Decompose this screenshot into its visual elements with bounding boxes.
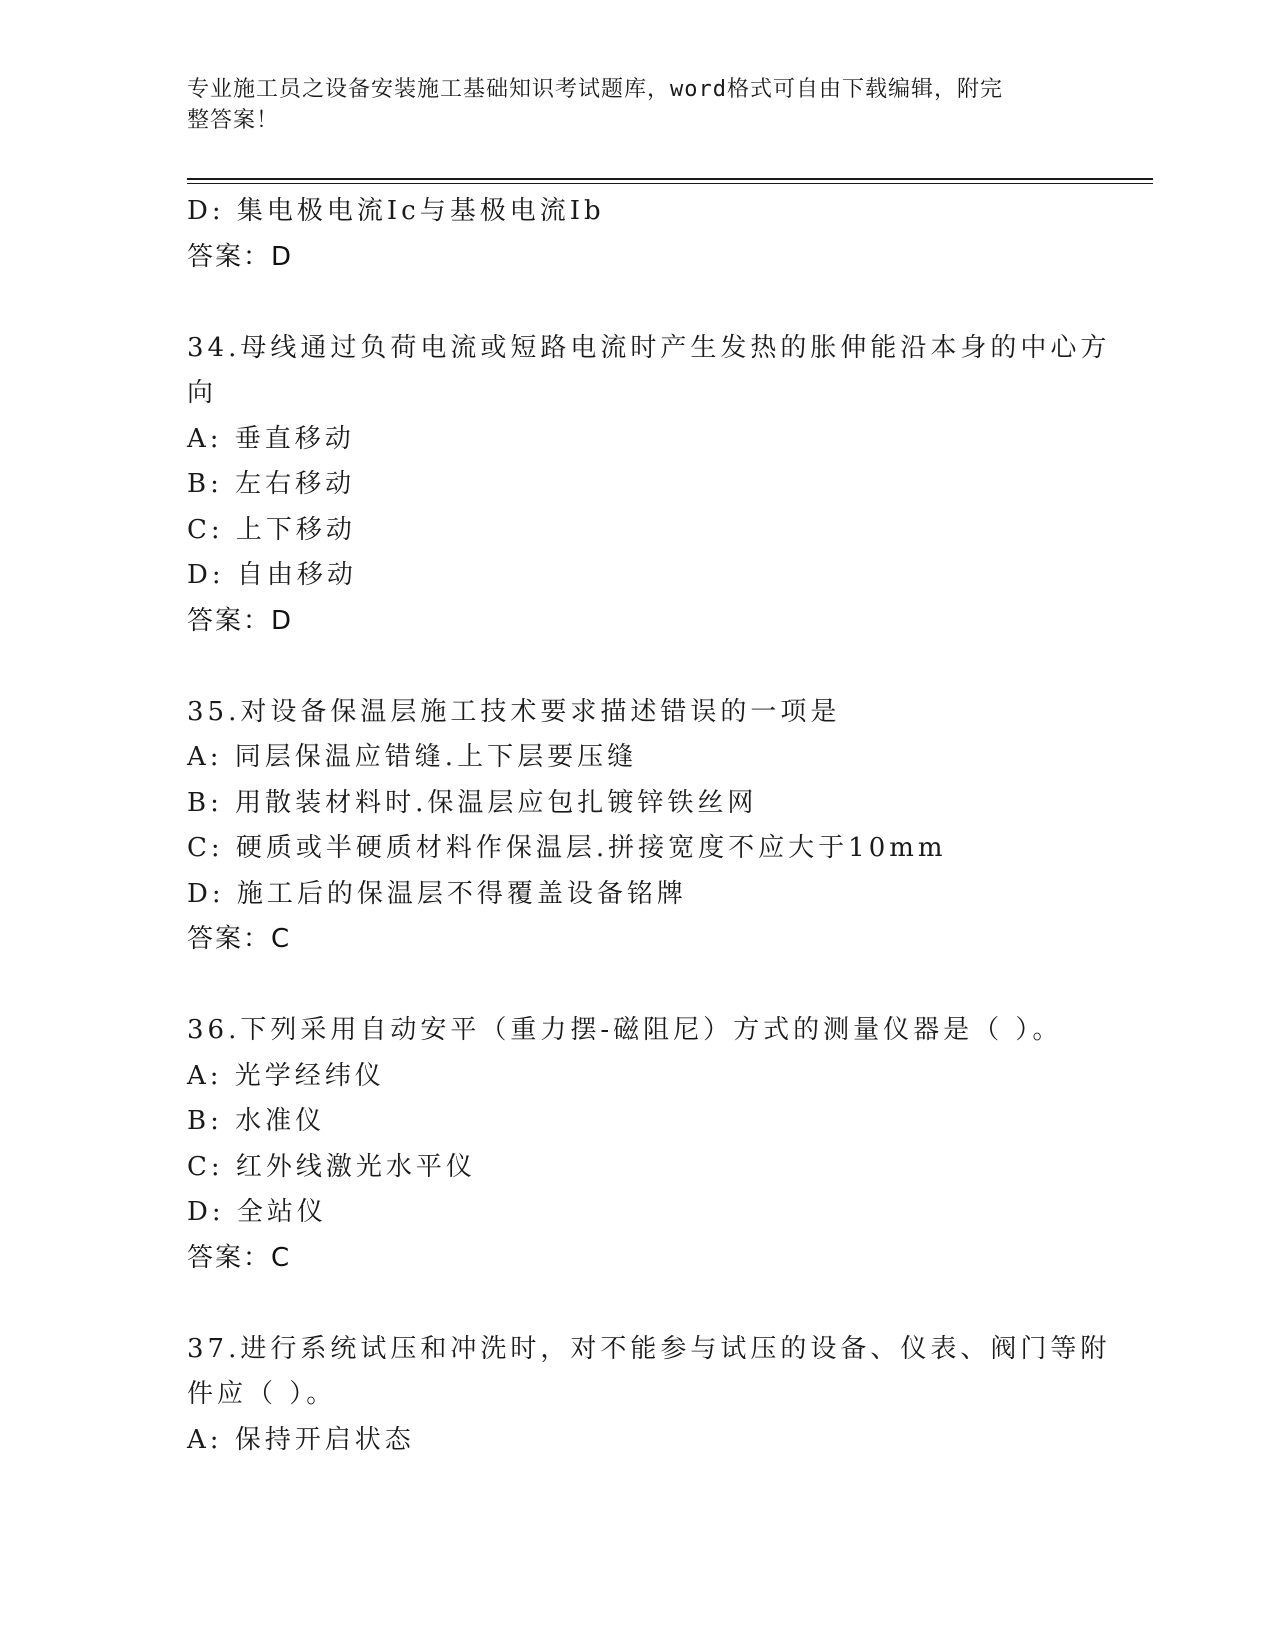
option-d: D: 全站仪 xyxy=(187,1197,327,1227)
option-c: C: 硬质或半硬质材料作保温层.拼接宽度不应大于10mm xyxy=(187,833,947,863)
question-text-line: 34.母线通过负荷电流或短路电流时产生发热的胀伸能沿本身的中心方 xyxy=(187,332,1111,363)
option-a: A: 保持开启状态 xyxy=(187,1424,415,1455)
question-35 xyxy=(187,690,1087,963)
option-d: D: 自由移动 xyxy=(187,560,357,590)
header-divider-thin xyxy=(187,183,1153,184)
document-header xyxy=(187,74,1087,136)
option-a: A: 同层保温应错缝.上下层要压缝 xyxy=(187,742,638,772)
header-line-2: 整答案！ xyxy=(187,108,280,133)
answer-line: 答案：C xyxy=(187,924,292,954)
answer-line: 答案：D xyxy=(187,241,294,272)
answer-line: 答案：C xyxy=(187,1242,292,1273)
spacer xyxy=(187,644,1087,690)
option-c: C: 上下移动 xyxy=(187,514,356,545)
option-b: B: 水准仪 xyxy=(187,1106,326,1136)
question-text-line: 向 xyxy=(187,378,218,408)
option-d: D: 施工后的保温层不得覆盖设备铭牌 xyxy=(187,878,687,909)
answer-line: 答案：D xyxy=(187,605,294,636)
question-text-line: 37.进行系统试压和冲洗时，对不能参与试压的设备、仪表、阀门等附 xyxy=(187,1333,1111,1364)
question-37 xyxy=(187,1327,1111,1464)
spacer xyxy=(187,963,1087,1009)
question-33 xyxy=(187,189,1087,280)
question-34 xyxy=(187,326,1111,645)
option-d: D: 集电极电流Ic与基极电流Ib xyxy=(187,196,605,226)
spacer xyxy=(187,280,1087,326)
header-divider-thick xyxy=(187,178,1153,180)
header-line-1: 专业施工员之设备安装施工基础知识考试题库，word格式可自由下载编辑，附完 xyxy=(187,77,1003,102)
question-text-line: 件应（ ）。 xyxy=(187,1379,337,1409)
option-b: B: 用散装材料时.保温层应包扎镀锌铁丝网 xyxy=(187,787,758,818)
question-text-line: 36.下列采用自动安平（重力摆-磁阻尼）方式的测量仪器是（ ）。 xyxy=(187,1015,1063,1045)
question-text-line: 35.对设备保温层施工技术要求描述错误的一项是 xyxy=(187,696,841,727)
question-36 xyxy=(187,1008,1087,1281)
spacer xyxy=(187,1281,1087,1327)
option-a: A: 光学经纬仪 xyxy=(187,1060,385,1091)
option-a: A: 垂直移动 xyxy=(187,423,355,454)
question-list xyxy=(187,189,1111,1463)
option-b: B: 左右移动 xyxy=(187,469,356,499)
option-c: C: 红外线激光水平仪 xyxy=(187,1151,476,1182)
